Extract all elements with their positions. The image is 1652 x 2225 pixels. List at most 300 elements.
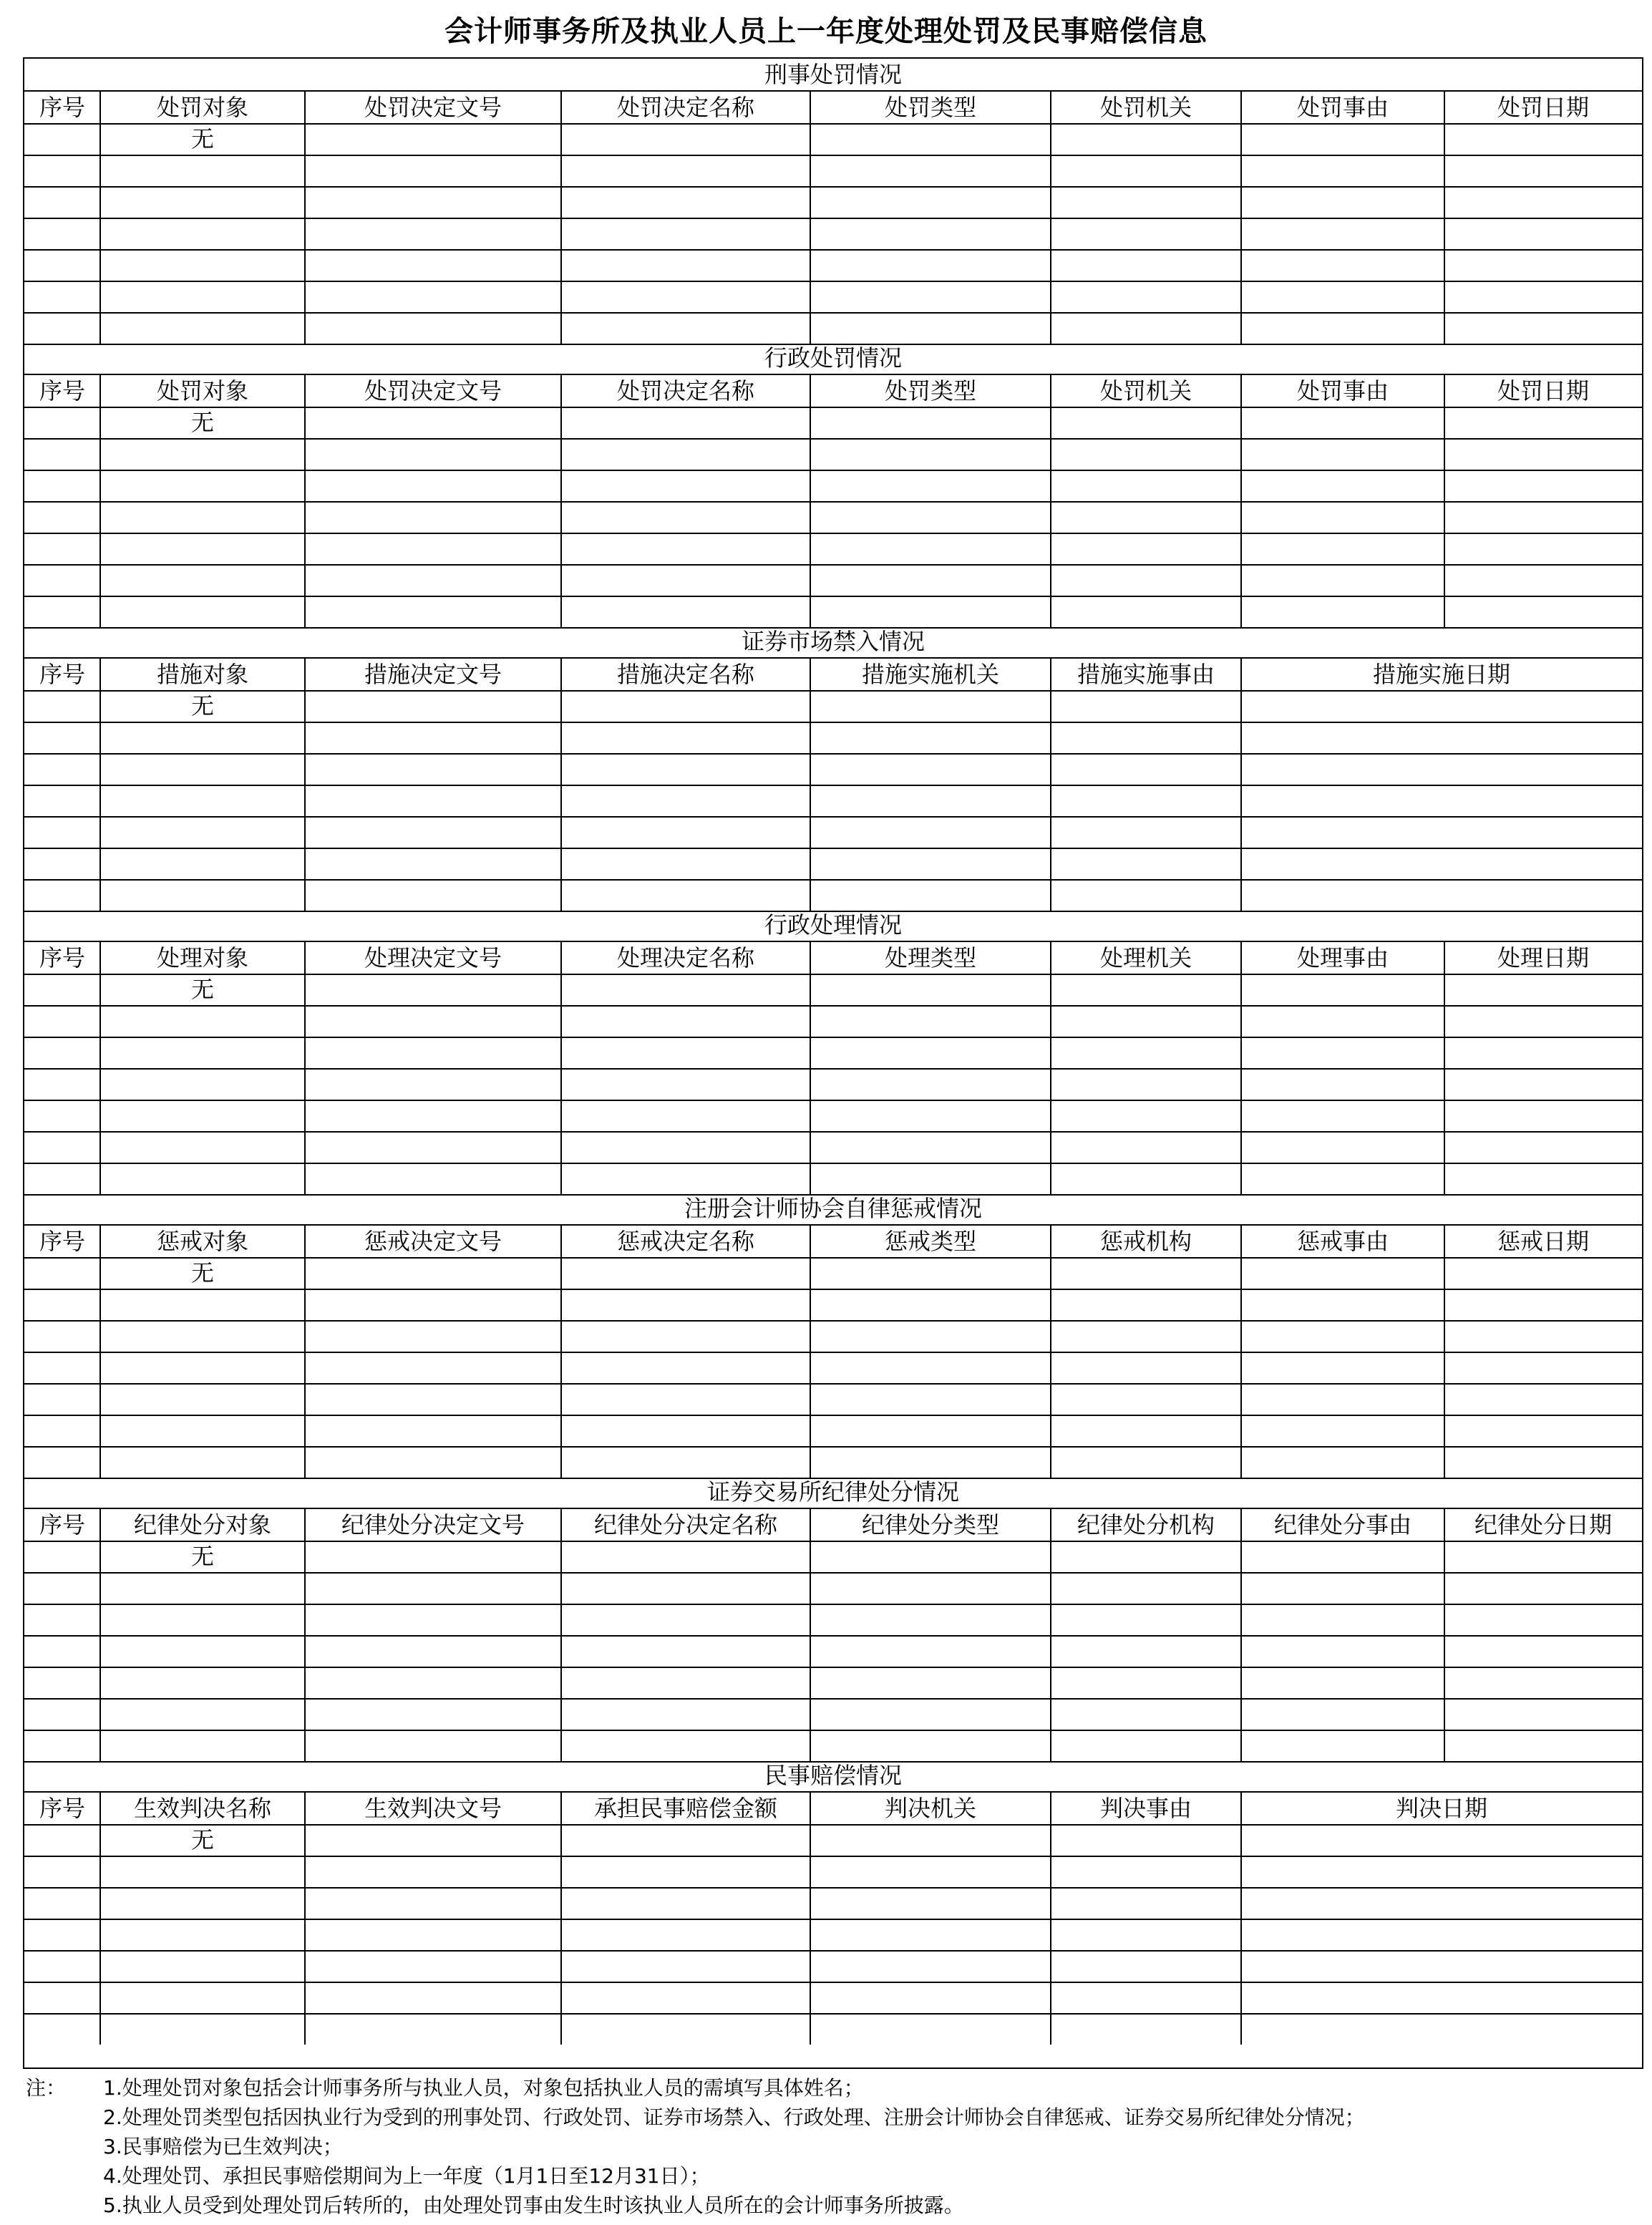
table-cell bbox=[100, 1604, 305, 1635]
table-cell bbox=[100, 1320, 305, 1352]
column-header: 措施对象 bbox=[156, 661, 248, 688]
table-cell bbox=[561, 1730, 810, 1761]
table-cell bbox=[810, 1856, 1051, 1887]
table-cell bbox=[100, 564, 305, 596]
table-cell bbox=[305, 1698, 561, 1730]
table-cell bbox=[561, 1824, 810, 1856]
table-cell bbox=[305, 690, 561, 722]
table-cell bbox=[100, 1100, 305, 1131]
table-cell bbox=[100, 816, 305, 848]
column-header: 纪律处分对象 bbox=[133, 1511, 271, 1538]
table-cell bbox=[1444, 1572, 1642, 1604]
column-divider bbox=[560, 659, 562, 911]
table-row bbox=[24, 1982, 1642, 2015]
data-table bbox=[24, 375, 1642, 627]
column-header: 处罚决定文号 bbox=[364, 377, 502, 404]
section-title: 注册会计师协会自律惩戒情况 bbox=[24, 1193, 1642, 1226]
note-line: 1.处理处罚对象包括会计师事务所与执业人员，对象包括执业人员的需填写具体姓名； bbox=[103, 2076, 864, 2100]
table-cell bbox=[1241, 312, 1444, 344]
table-cell bbox=[305, 2013, 561, 2045]
table-cell bbox=[24, 1635, 100, 1667]
table-cell bbox=[810, 1446, 1051, 1478]
table-cell bbox=[1444, 596, 1642, 627]
table-cell bbox=[100, 1037, 305, 1068]
table-cell bbox=[1051, 1730, 1241, 1761]
table-cell bbox=[305, 1289, 561, 1320]
table-cell bbox=[561, 1068, 810, 1100]
column-header: 惩戒决定名称 bbox=[616, 1228, 754, 1255]
table-row bbox=[24, 123, 1642, 156]
table-cell bbox=[305, 848, 561, 879]
table-cell bbox=[1444, 438, 1642, 470]
column-divider bbox=[810, 375, 811, 627]
table-row bbox=[24, 1950, 1642, 1983]
table-cell bbox=[1241, 1383, 1444, 1415]
table-cell bbox=[305, 1541, 561, 1572]
table-cell bbox=[810, 312, 1051, 344]
table-cell bbox=[1051, 1005, 1241, 1037]
table-cell bbox=[24, 1730, 100, 1761]
table-cell bbox=[24, 722, 100, 753]
column-divider bbox=[1240, 942, 1242, 1194]
table-cell bbox=[1051, 1446, 1241, 1478]
table-cell bbox=[810, 1887, 1051, 1919]
table-cell bbox=[810, 1415, 1051, 1446]
column-header: 处罚日期 bbox=[1497, 94, 1589, 121]
table-cell bbox=[561, 974, 810, 1005]
table-cell bbox=[24, 816, 100, 848]
table-cell bbox=[24, 879, 100, 911]
table-cell bbox=[24, 501, 100, 533]
table-cell bbox=[24, 1572, 100, 1604]
table-cell bbox=[24, 1887, 100, 1919]
table-cell bbox=[561, 438, 810, 470]
table-cell bbox=[1444, 312, 1642, 344]
table-cell bbox=[100, 1635, 305, 1667]
table-cell bbox=[1051, 1667, 1241, 1698]
table-cell bbox=[1241, 155, 1444, 186]
table-cell bbox=[1241, 218, 1444, 249]
table-cell bbox=[1241, 1352, 1444, 1383]
table-cell bbox=[24, 1068, 100, 1100]
table-cell bbox=[561, 155, 810, 186]
table-cell bbox=[1051, 1919, 1241, 1950]
table-cell: 无 bbox=[190, 692, 214, 719]
column-divider bbox=[1240, 1509, 1242, 1761]
table-cell bbox=[1444, 1005, 1642, 1037]
table-cell bbox=[1051, 1131, 1241, 1163]
table-row bbox=[24, 816, 1642, 849]
column-header: 序号 bbox=[39, 944, 85, 971]
column-divider bbox=[1050, 942, 1051, 1194]
table-row bbox=[24, 2013, 1642, 2045]
table-cell bbox=[1444, 1100, 1642, 1131]
report-sheet bbox=[23, 57, 1643, 2069]
table-row bbox=[24, 1005, 1642, 1038]
table-cell bbox=[1241, 722, 1642, 753]
table-cell bbox=[1051, 1352, 1241, 1383]
table-cell bbox=[1241, 753, 1642, 785]
table-cell bbox=[1241, 974, 1444, 1005]
table-cell bbox=[305, 1635, 561, 1667]
column-header: 纪律处分决定名称 bbox=[593, 1511, 777, 1538]
table-cell bbox=[305, 533, 561, 564]
table-cell bbox=[305, 1667, 561, 1698]
table-cell bbox=[1241, 1604, 1444, 1635]
table-cell bbox=[561, 218, 810, 249]
table-cell bbox=[305, 1950, 561, 1982]
table-cell bbox=[1051, 1824, 1241, 1856]
table-cell bbox=[1241, 407, 1444, 438]
table-cell bbox=[24, 1698, 100, 1730]
table-cell bbox=[100, 753, 305, 785]
table-cell bbox=[810, 1005, 1051, 1037]
table-cell bbox=[1444, 1446, 1642, 1478]
table-cell bbox=[1051, 690, 1241, 722]
table-cell bbox=[305, 564, 561, 596]
table-cell bbox=[561, 501, 810, 533]
table-cell bbox=[1051, 1289, 1241, 1320]
data-table bbox=[24, 1509, 1642, 1761]
data-table bbox=[24, 92, 1642, 344]
column-header: 序号 bbox=[39, 377, 85, 404]
column-header: 处罚事由 bbox=[1296, 377, 1389, 404]
table-row bbox=[24, 1635, 1642, 1668]
table-row bbox=[24, 218, 1642, 251]
table-cell bbox=[24, 470, 100, 501]
table-cell bbox=[1444, 1667, 1642, 1698]
data-table bbox=[24, 659, 1642, 911]
table-cell bbox=[810, 1383, 1051, 1415]
table-cell bbox=[561, 249, 810, 281]
column-divider bbox=[1050, 1509, 1051, 1761]
table-cell bbox=[1241, 1005, 1444, 1037]
table-cell bbox=[24, 249, 100, 281]
table-cell bbox=[1241, 1635, 1444, 1667]
table-cell bbox=[100, 1887, 305, 1919]
table-cell bbox=[810, 1131, 1051, 1163]
table-cell bbox=[24, 848, 100, 879]
table-cell bbox=[1051, 1541, 1241, 1572]
table-cell bbox=[100, 1131, 305, 1163]
column-divider bbox=[304, 659, 306, 911]
table-cell bbox=[1051, 785, 1241, 816]
section-title: 民事赔偿情况 bbox=[24, 1760, 1642, 1793]
column-divider bbox=[560, 942, 562, 1194]
column-header: 惩戒事由 bbox=[1296, 1228, 1389, 1255]
table-cell bbox=[100, 1068, 305, 1100]
table-cell bbox=[305, 1037, 561, 1068]
table-cell: 无 bbox=[190, 409, 214, 436]
table-cell bbox=[305, 1446, 561, 1478]
table-cell bbox=[100, 722, 305, 753]
table-cell bbox=[24, 533, 100, 564]
table-cell bbox=[1241, 1982, 1642, 2013]
table-cell bbox=[1051, 1635, 1241, 1667]
table-cell bbox=[1241, 1856, 1642, 1887]
table-cell bbox=[305, 1352, 561, 1383]
table-row bbox=[24, 533, 1642, 566]
table-row bbox=[24, 1415, 1642, 1448]
table-cell bbox=[810, 1320, 1051, 1352]
column-divider bbox=[99, 375, 101, 627]
table-cell bbox=[810, 1100, 1051, 1131]
column-header: 惩戒类型 bbox=[884, 1228, 976, 1255]
table-cell bbox=[1444, 1383, 1642, 1415]
table-cell bbox=[305, 1257, 561, 1289]
table-cell bbox=[810, 1257, 1051, 1289]
column-divider bbox=[810, 1226, 811, 1478]
table-cell bbox=[1444, 1131, 1642, 1163]
table-cell bbox=[1051, 1856, 1241, 1887]
table-cell bbox=[810, 281, 1051, 312]
table-cell bbox=[1241, 1257, 1444, 1289]
column-header: 处罚决定名称 bbox=[616, 377, 754, 404]
table-row bbox=[24, 1919, 1642, 1952]
table-row bbox=[24, 186, 1642, 219]
table-cell bbox=[1051, 1698, 1241, 1730]
table-cell bbox=[561, 690, 810, 722]
table-cell bbox=[561, 123, 810, 155]
table-cell bbox=[305, 1068, 561, 1100]
column-header: 纪律处分类型 bbox=[861, 1511, 999, 1538]
table-cell bbox=[810, 123, 1051, 155]
table-cell bbox=[305, 785, 561, 816]
table-row bbox=[24, 785, 1642, 818]
table-cell bbox=[1241, 501, 1444, 533]
table-cell bbox=[24, 1824, 100, 1856]
table-row bbox=[24, 1383, 1642, 1416]
column-divider bbox=[810, 942, 811, 1194]
table-cell bbox=[1444, 1163, 1642, 1194]
table-cell bbox=[810, 1037, 1051, 1068]
table-cell bbox=[561, 470, 810, 501]
table-cell bbox=[305, 1320, 561, 1352]
column-divider bbox=[1050, 1793, 1051, 2045]
table-row bbox=[24, 249, 1642, 282]
table-row bbox=[24, 1289, 1642, 1322]
table-cell bbox=[1051, 1100, 1241, 1131]
table-cell bbox=[1241, 2013, 1642, 2045]
table-cell bbox=[100, 596, 305, 627]
column-header: 序号 bbox=[39, 94, 85, 121]
table-cell bbox=[305, 407, 561, 438]
table-cell bbox=[1051, 312, 1241, 344]
table-cell bbox=[561, 1005, 810, 1037]
table-cell bbox=[100, 1383, 305, 1415]
table-cell bbox=[810, 1352, 1051, 1383]
table-cell bbox=[1241, 879, 1642, 911]
column-header: 处罚机关 bbox=[1099, 377, 1192, 404]
table-cell bbox=[1241, 785, 1642, 816]
table-cell: 无 bbox=[190, 125, 214, 152]
table-cell bbox=[305, 1415, 561, 1446]
column-header: 纪律处分机构 bbox=[1077, 1511, 1215, 1538]
table-cell bbox=[561, 1950, 810, 1982]
column-header: 生效判决文号 bbox=[364, 1795, 502, 1822]
table-cell bbox=[1241, 1100, 1444, 1131]
page-title: 会计师事务所及执业人员上一年度处理处罚及民事赔偿信息 bbox=[444, 14, 1208, 48]
table-cell bbox=[810, 1730, 1051, 1761]
column-divider bbox=[1240, 375, 1242, 627]
table-cell bbox=[1051, 753, 1241, 785]
table-cell bbox=[561, 816, 810, 848]
header-row bbox=[24, 659, 1642, 692]
table-cell bbox=[1051, 564, 1241, 596]
table-cell bbox=[1241, 1163, 1444, 1194]
column-divider bbox=[99, 659, 101, 911]
table-row bbox=[24, 1730, 1642, 1763]
table-cell bbox=[305, 155, 561, 186]
table-cell bbox=[1051, 848, 1241, 879]
table-cell bbox=[100, 438, 305, 470]
table-cell bbox=[24, 123, 100, 155]
table-cell bbox=[100, 1446, 305, 1478]
table-cell bbox=[1241, 1068, 1444, 1100]
table-cell bbox=[810, 155, 1051, 186]
table-cell bbox=[561, 312, 810, 344]
table-cell bbox=[810, 848, 1051, 879]
table-row bbox=[24, 501, 1642, 534]
table-cell bbox=[561, 1100, 810, 1131]
header-row bbox=[24, 375, 1642, 408]
table-cell bbox=[100, 470, 305, 501]
section-title: 证券市场禁入情况 bbox=[24, 626, 1642, 659]
table-section bbox=[24, 626, 1642, 909]
table-cell: 无 bbox=[190, 976, 214, 1003]
column-header: 纪律处分日期 bbox=[1474, 1511, 1612, 1538]
table-cell bbox=[1051, 879, 1241, 911]
column-divider bbox=[560, 1226, 562, 1478]
table-cell bbox=[1444, 186, 1642, 218]
table-cell bbox=[100, 155, 305, 186]
table-cell bbox=[100, 281, 305, 312]
table-cell bbox=[24, 1037, 100, 1068]
table-cell bbox=[1444, 1257, 1642, 1289]
column-header: 判决事由 bbox=[1099, 1795, 1192, 1822]
table-cell bbox=[561, 1383, 810, 1415]
column-header: 措施决定文号 bbox=[364, 661, 502, 688]
table-cell bbox=[100, 1005, 305, 1037]
table-cell bbox=[561, 1635, 810, 1667]
table-cell bbox=[561, 722, 810, 753]
table-cell bbox=[1444, 564, 1642, 596]
note-line: 3.民事赔偿为已生效判决； bbox=[103, 2135, 343, 2158]
table-cell bbox=[24, 1257, 100, 1289]
table-cell bbox=[561, 1415, 810, 1446]
column-divider bbox=[810, 659, 811, 911]
table-row bbox=[24, 1446, 1642, 1479]
table-cell bbox=[561, 1289, 810, 1320]
table-cell bbox=[561, 1887, 810, 1919]
table-cell bbox=[1444, 1320, 1642, 1352]
header-row bbox=[24, 942, 1642, 975]
table-cell bbox=[810, 1163, 1051, 1194]
table-cell bbox=[1051, 1415, 1241, 1446]
table-cell bbox=[305, 1604, 561, 1635]
table-cell bbox=[100, 218, 305, 249]
table-row bbox=[24, 1100, 1642, 1133]
table-cell bbox=[1241, 1320, 1444, 1352]
table-cell bbox=[100, 186, 305, 218]
table-section bbox=[24, 59, 1642, 342]
table-cell bbox=[810, 470, 1051, 501]
table-section bbox=[24, 1476, 1642, 1760]
table-row bbox=[24, 155, 1642, 188]
table-row bbox=[24, 564, 1642, 597]
table-cell bbox=[100, 1415, 305, 1446]
table-cell bbox=[24, 407, 100, 438]
table-cell bbox=[561, 1572, 810, 1604]
table-cell bbox=[810, 1068, 1051, 1100]
column-divider bbox=[1444, 1226, 1445, 1478]
table-cell bbox=[24, 1950, 100, 1982]
table-cell bbox=[1241, 690, 1642, 722]
column-header: 措施决定名称 bbox=[616, 661, 754, 688]
column-header: 处罚决定文号 bbox=[364, 94, 502, 121]
table-cell bbox=[24, 564, 100, 596]
data-table bbox=[24, 942, 1642, 1194]
table-cell bbox=[561, 596, 810, 627]
table-cell bbox=[810, 1572, 1051, 1604]
table-cell bbox=[24, 974, 100, 1005]
table-cell bbox=[1241, 186, 1444, 218]
table-cell bbox=[810, 1824, 1051, 1856]
table-cell bbox=[561, 1037, 810, 1068]
column-header: 判决机关 bbox=[884, 1795, 976, 1822]
table-cell bbox=[100, 879, 305, 911]
table-cell bbox=[561, 1919, 810, 1950]
table-row bbox=[24, 879, 1642, 912]
table-cell bbox=[561, 1446, 810, 1478]
table-cell bbox=[24, 1383, 100, 1415]
column-header: 处理决定名称 bbox=[616, 944, 754, 971]
table-cell bbox=[305, 1100, 561, 1131]
table-cell bbox=[1241, 564, 1444, 596]
table-cell: 无 bbox=[190, 1259, 214, 1286]
table-cell bbox=[1241, 1919, 1642, 1950]
table-cell bbox=[1051, 123, 1241, 155]
table-cell bbox=[305, 438, 561, 470]
table-cell bbox=[24, 1163, 100, 1194]
section-title: 刑事处罚情况 bbox=[24, 59, 1642, 92]
table-cell bbox=[810, 501, 1051, 533]
table-cell bbox=[561, 1604, 810, 1635]
table-cell bbox=[24, 1982, 100, 2013]
table-cell bbox=[810, 1919, 1051, 1950]
table-row bbox=[24, 1604, 1642, 1637]
table-cell bbox=[100, 1982, 305, 2013]
table-row bbox=[24, 1352, 1642, 1385]
column-header: 处理对象 bbox=[156, 944, 248, 971]
column-header: 处理机关 bbox=[1099, 944, 1192, 971]
table-cell bbox=[1444, 1604, 1642, 1635]
table-cell bbox=[561, 1257, 810, 1289]
table-section bbox=[24, 342, 1642, 626]
column-header: 处理日期 bbox=[1497, 944, 1589, 971]
table-cell bbox=[810, 722, 1051, 753]
column-divider bbox=[1050, 375, 1051, 627]
table-cell bbox=[1444, 501, 1642, 533]
table-row bbox=[24, 1887, 1642, 1920]
table-cell bbox=[305, 722, 561, 753]
table-row bbox=[24, 974, 1642, 1007]
column-header: 处罚对象 bbox=[156, 94, 248, 121]
table-cell bbox=[100, 785, 305, 816]
table-cell bbox=[24, 186, 100, 218]
table-cell bbox=[1051, 438, 1241, 470]
table-row bbox=[24, 1163, 1642, 1196]
